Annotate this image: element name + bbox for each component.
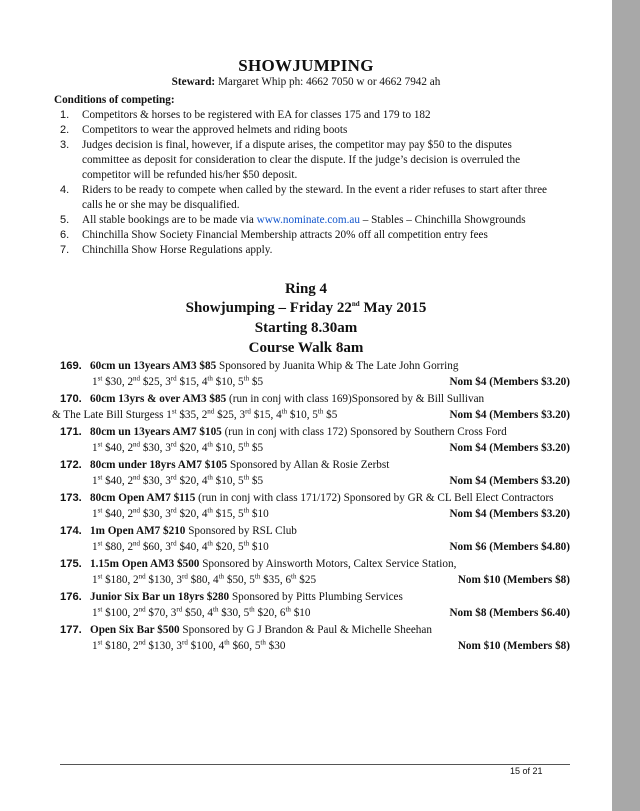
class-title: 1m Open AM7 $210 <box>90 525 186 537</box>
class-sponsor: Sponsored by Ainsworth Motors, Caltex Service Station, <box>199 558 457 570</box>
ordinal-suffix: th <box>207 539 213 548</box>
ordinal-suffix: st <box>97 539 103 548</box>
ordinal-suffix: th <box>260 638 266 647</box>
ordinal-suffix: rd <box>170 539 177 548</box>
ordinal-suffix: rd <box>181 572 188 581</box>
ordinal-suffix: rd <box>170 374 177 383</box>
class-sponsor: Sponsored by Allan & Rosie Zerbst <box>227 459 390 471</box>
class-entry <box>60 591 570 623</box>
condition-text: Chinchilla Show Society Financial Membership attracts 20% off all competition entry fees <box>82 229 488 241</box>
condition-text: Riders to be ready to compete when called by the steward. In the event a rider refuses to start after three calls he or she may be disqualified. <box>82 184 548 211</box>
class-title-line <box>90 360 458 372</box>
ordinal-suffix: nd <box>133 506 141 515</box>
ordinal-suffix: th <box>243 374 250 383</box>
ring-name: Ring 4 <box>284 281 328 297</box>
class-title-line <box>90 525 297 537</box>
ordinal-suffix: rd <box>245 407 251 416</box>
ordinal-suffix: rd <box>176 605 183 614</box>
class-number: 173. <box>60 492 82 504</box>
ordinal-suffix: rd <box>181 638 188 647</box>
condition-item <box>60 138 545 183</box>
steward-value: Margaret Whip ph: 4662 7050 w or 4662 7942 ah <box>217 76 441 88</box>
viewer-scrollbar[interactable] <box>612 0 640 811</box>
class-entry <box>60 624 570 656</box>
class-title: 60cm 13yrs & over AM3 $85 <box>90 393 227 405</box>
condition-number: 7. <box>60 244 70 256</box>
nomination-fee: Nom $8 (Members $6.40) <box>449 607 570 619</box>
nomination-fee: Nom $4 (Members $3.20) <box>449 376 570 388</box>
ordinal-suffix: th <box>243 539 250 548</box>
ordinal-suffix: th <box>243 506 250 515</box>
class-entry <box>60 492 570 524</box>
class-prizes: & The Late Bill Sturgess 1st $35, 2nd $25, 3rd $15, 4th $10, 5th $5 <box>52 407 338 421</box>
ordinal-suffix: nd <box>138 605 146 614</box>
condition-number: 4. <box>60 184 70 196</box>
ordinal-suffix: th <box>291 572 297 581</box>
ordinal-suffix: st <box>97 638 103 647</box>
class-sponsor: (run in conj with class 169)Sponsored by & Bill Sullivan <box>226 393 485 405</box>
ordinal-suffix: rd <box>170 473 177 482</box>
class-sponsor: (run in conj with class 171/172) Sponsored by GR & CL Bell Elect Contractors <box>195 492 554 504</box>
ordinal-suffix: st <box>97 506 103 515</box>
ring-day-suffix: nd <box>351 300 360 308</box>
ordinal-suffix: st <box>97 374 103 383</box>
class-number: 171. <box>60 426 82 438</box>
ordinal-suffix: st <box>97 440 103 449</box>
class-sponsor: Sponsored by Pitts Plumbing Services <box>229 591 403 603</box>
nomination-fee: Nom $4 (Members $3.20) <box>449 442 570 454</box>
class-number: 176. <box>60 591 82 603</box>
ordinal-suffix: th <box>281 407 288 416</box>
ring-day-month: May 2015 <box>359 300 427 316</box>
nomination-fee: Nom $6 (Members $4.80) <box>449 541 570 553</box>
class-prizes: 1st $40, 2nd $30, 3rd $20, 4th $15, 5th $10 <box>92 506 269 520</box>
class-entry <box>60 426 570 458</box>
ordinal-suffix: th <box>207 374 213 383</box>
class-sponsor: (run in conj with class 172) Sponsored by Southern Cross Ford <box>221 426 507 438</box>
ordinal-suffix: rd <box>170 506 177 515</box>
ordinal-suffix: th <box>285 605 291 614</box>
condition-item <box>60 228 545 243</box>
condition-number: 6. <box>60 229 70 241</box>
class-title-line <box>90 591 403 603</box>
ring-day-text: Showjumping – Friday 22 <box>185 300 352 316</box>
class-title: Open Six Bar $500 <box>90 624 180 636</box>
class-title-line <box>90 393 484 405</box>
class-prizes: 1st $180, 2nd $130, 3rd $100, 4th $60, 5th $30 <box>92 638 286 652</box>
class-prizes: 1st $40, 2nd $30, 3rd $20, 4th $10, 5th $5 <box>92 473 264 487</box>
nominate-link[interactable]: www.nominate.com.au <box>256 214 360 226</box>
class-sponsor: Sponsored by RSL Club <box>185 525 297 537</box>
ordinal-suffix: nd <box>133 473 141 482</box>
conditions-heading: Conditions of competing: <box>54 94 175 106</box>
condition-text: Chinchilla Show Horse Regulations apply. <box>82 244 273 256</box>
class-entry <box>60 360 570 392</box>
ordinal-suffix: th <box>218 572 225 581</box>
condition-text-pre: All stable bookings are to be made via <box>82 214 257 226</box>
class-prizes: 1st $40, 2nd $30, 3rd $20, 4th $10, 5th $5 <box>92 440 264 454</box>
class-entry <box>60 525 570 557</box>
ordinal-suffix: th <box>254 572 261 581</box>
condition-text: Competitors to wear the approved helmets and riding boots <box>82 124 348 136</box>
condition-item <box>60 243 545 258</box>
ordinal-suffix: nd <box>133 440 141 449</box>
nomination-fee: Nom $4 (Members $3.20) <box>449 508 570 520</box>
nomination-fee: Nom $4 (Members $3.20) <box>449 409 570 421</box>
class-title: 80cm un 13years AM7 $105 <box>90 426 222 438</box>
ring-course-walk: Course Walk 8am <box>248 340 364 356</box>
condition-item <box>60 183 548 213</box>
condition-number: 3. <box>60 139 70 151</box>
ordinal-suffix: nd <box>133 539 141 548</box>
ordinal-suffix: st <box>97 473 103 482</box>
page-number: 15 of 21 <box>510 766 543 776</box>
class-title: 80cm under 18yrs AM7 $105 <box>90 459 228 471</box>
class-number: 175. <box>60 558 82 570</box>
class-title: Junior Six Bar un 18yrs $280 <box>90 591 230 603</box>
class-number: 174. <box>60 525 82 537</box>
class-entry <box>60 558 570 590</box>
class-title-line <box>90 558 456 570</box>
ordinal-suffix: th <box>317 407 324 416</box>
ordinal-suffix: th <box>213 605 219 614</box>
class-entry <box>52 393 570 425</box>
condition-item <box>60 213 545 228</box>
ordinal-suffix: nd <box>207 407 215 416</box>
condition-text: Competitors & horses to be registered with EA for classes 175 and 179 to 182 <box>82 109 431 121</box>
ordinal-suffix: th <box>249 605 255 614</box>
ordinal-suffix: nd <box>138 572 146 581</box>
ordinal-suffix: th <box>243 440 250 449</box>
class-title-line <box>90 624 432 636</box>
steward-label: Steward: <box>171 76 216 88</box>
class-number: 169. <box>60 360 82 372</box>
ordinal-suffix: st <box>97 572 103 581</box>
ordinal-suffix: nd <box>138 638 146 647</box>
steward-line <box>0 76 612 88</box>
ordinal-suffix: st <box>171 407 177 416</box>
nomination-fee: Nom $10 (Members $8) <box>457 640 570 652</box>
class-title-line <box>90 492 554 504</box>
class-title: 60cm un 13years AM3 $85 <box>90 360 217 372</box>
class-prizes: 1st $80, 2nd $60, 3rd $40, 4th $20, 5th $10 <box>92 539 269 553</box>
class-number: 177. <box>60 624 82 636</box>
condition-item <box>60 123 545 138</box>
condition-text-post: – Stables – Chinchilla Showgrounds <box>359 214 526 226</box>
class-sponsor: Sponsored by Juanita Whip & The Late John Gorring <box>216 360 459 372</box>
ordinal-suffix: nd <box>133 374 141 383</box>
class-title-line <box>90 459 389 471</box>
class-title-line <box>90 426 507 438</box>
class-title: 1.15m Open AM3 $500 <box>90 558 200 570</box>
condition-number: 2. <box>60 124 70 136</box>
ordinal-suffix: th <box>243 473 250 482</box>
nomination-fee: Nom $4 (Members $3.20) <box>449 475 570 487</box>
ordinal-suffix: th <box>207 506 213 515</box>
class-title: 80cm Open AM7 $115 <box>90 492 196 504</box>
ring-start: Starting 8.30am <box>254 320 358 336</box>
condition-number: 1. <box>60 109 70 121</box>
ring-day <box>0 300 612 317</box>
ordinal-suffix: rd <box>170 440 177 449</box>
ordinal-suffix: st <box>97 605 103 614</box>
condition-number: 5. <box>60 214 70 226</box>
condition-text <box>82 213 552 228</box>
class-prizes: 1st $100, 2nd $70, 3rd $50, 4th $30, 5th $20, 6th $10 <box>92 605 311 619</box>
class-prizes: 1st $30, 2nd $25, 3rd $15, 4th $10, 5th $5 <box>92 374 264 388</box>
ordinal-suffix: th <box>224 638 230 647</box>
footer-divider <box>60 764 570 765</box>
class-entry <box>60 459 570 491</box>
nomination-fee: Nom $10 (Members $8) <box>457 574 570 586</box>
class-prizes: 1st $180, 2nd $130, 3rd $80, 4th $50, 5th $35, 6th $25 <box>92 572 317 586</box>
condition-text: Judges decision is final, however, if a dispute arises, the competitor may pay $50 to the disputes committee as deposit for consideration to clear the dispute. If the judge’s decision is overruled the competitor will be refunded his/her $50 deposit. <box>82 139 521 181</box>
condition-item <box>60 108 545 123</box>
class-number: 172. <box>60 459 82 471</box>
ordinal-suffix: th <box>207 473 213 482</box>
class-number: 170. <box>60 393 82 405</box>
page-title: SHOWJUMPING <box>238 56 374 75</box>
class-sponsor: Sponsored by G J Brandon & Paul & Michelle Sheehan <box>179 624 432 636</box>
ordinal-suffix: th <box>207 440 213 449</box>
